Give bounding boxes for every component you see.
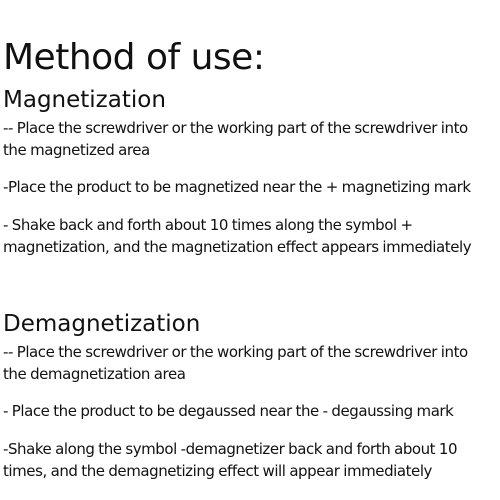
text-line: - Place the product to be degaussed near the - degaussing mark: [3, 402, 454, 420]
page-title: Method of use:: [3, 37, 265, 79]
text-line: -Shake along the symbol -demagnetizer back and forth about 10: [3, 440, 458, 458]
text-line: magnetization, and the magnetization effect appears immediately: [3, 238, 472, 256]
text-line: -- Place the screwdriver or the working part of the screwdriver into: [3, 119, 468, 137]
magnetization-step-3: [3, 214, 497, 258]
text-line: -- Place the screwdriver or the working part of the screwdriver into: [3, 343, 468, 361]
magnetization-step-1: [3, 117, 497, 161]
text-line: -Place the product to be magnetized near the + magnetizing mark: [3, 178, 471, 196]
text-line: - Shake back and forth about 10 times along the symbol +: [3, 216, 413, 234]
demagnetization-step-3: [3, 438, 497, 482]
section-heading-magnetization: Magnetization: [3, 87, 166, 114]
text-line: the magnetized area: [3, 141, 150, 159]
demagnetization-step-2: [3, 400, 497, 422]
section-heading-demagnetization: Demagnetization: [3, 311, 201, 338]
magnetization-step-2: [3, 176, 497, 198]
demagnetization-step-1: [3, 341, 497, 385]
text-line: the demagnetization area: [3, 365, 186, 383]
text-line: times, and the demagnetizing effect will appear immediately: [3, 462, 432, 480]
